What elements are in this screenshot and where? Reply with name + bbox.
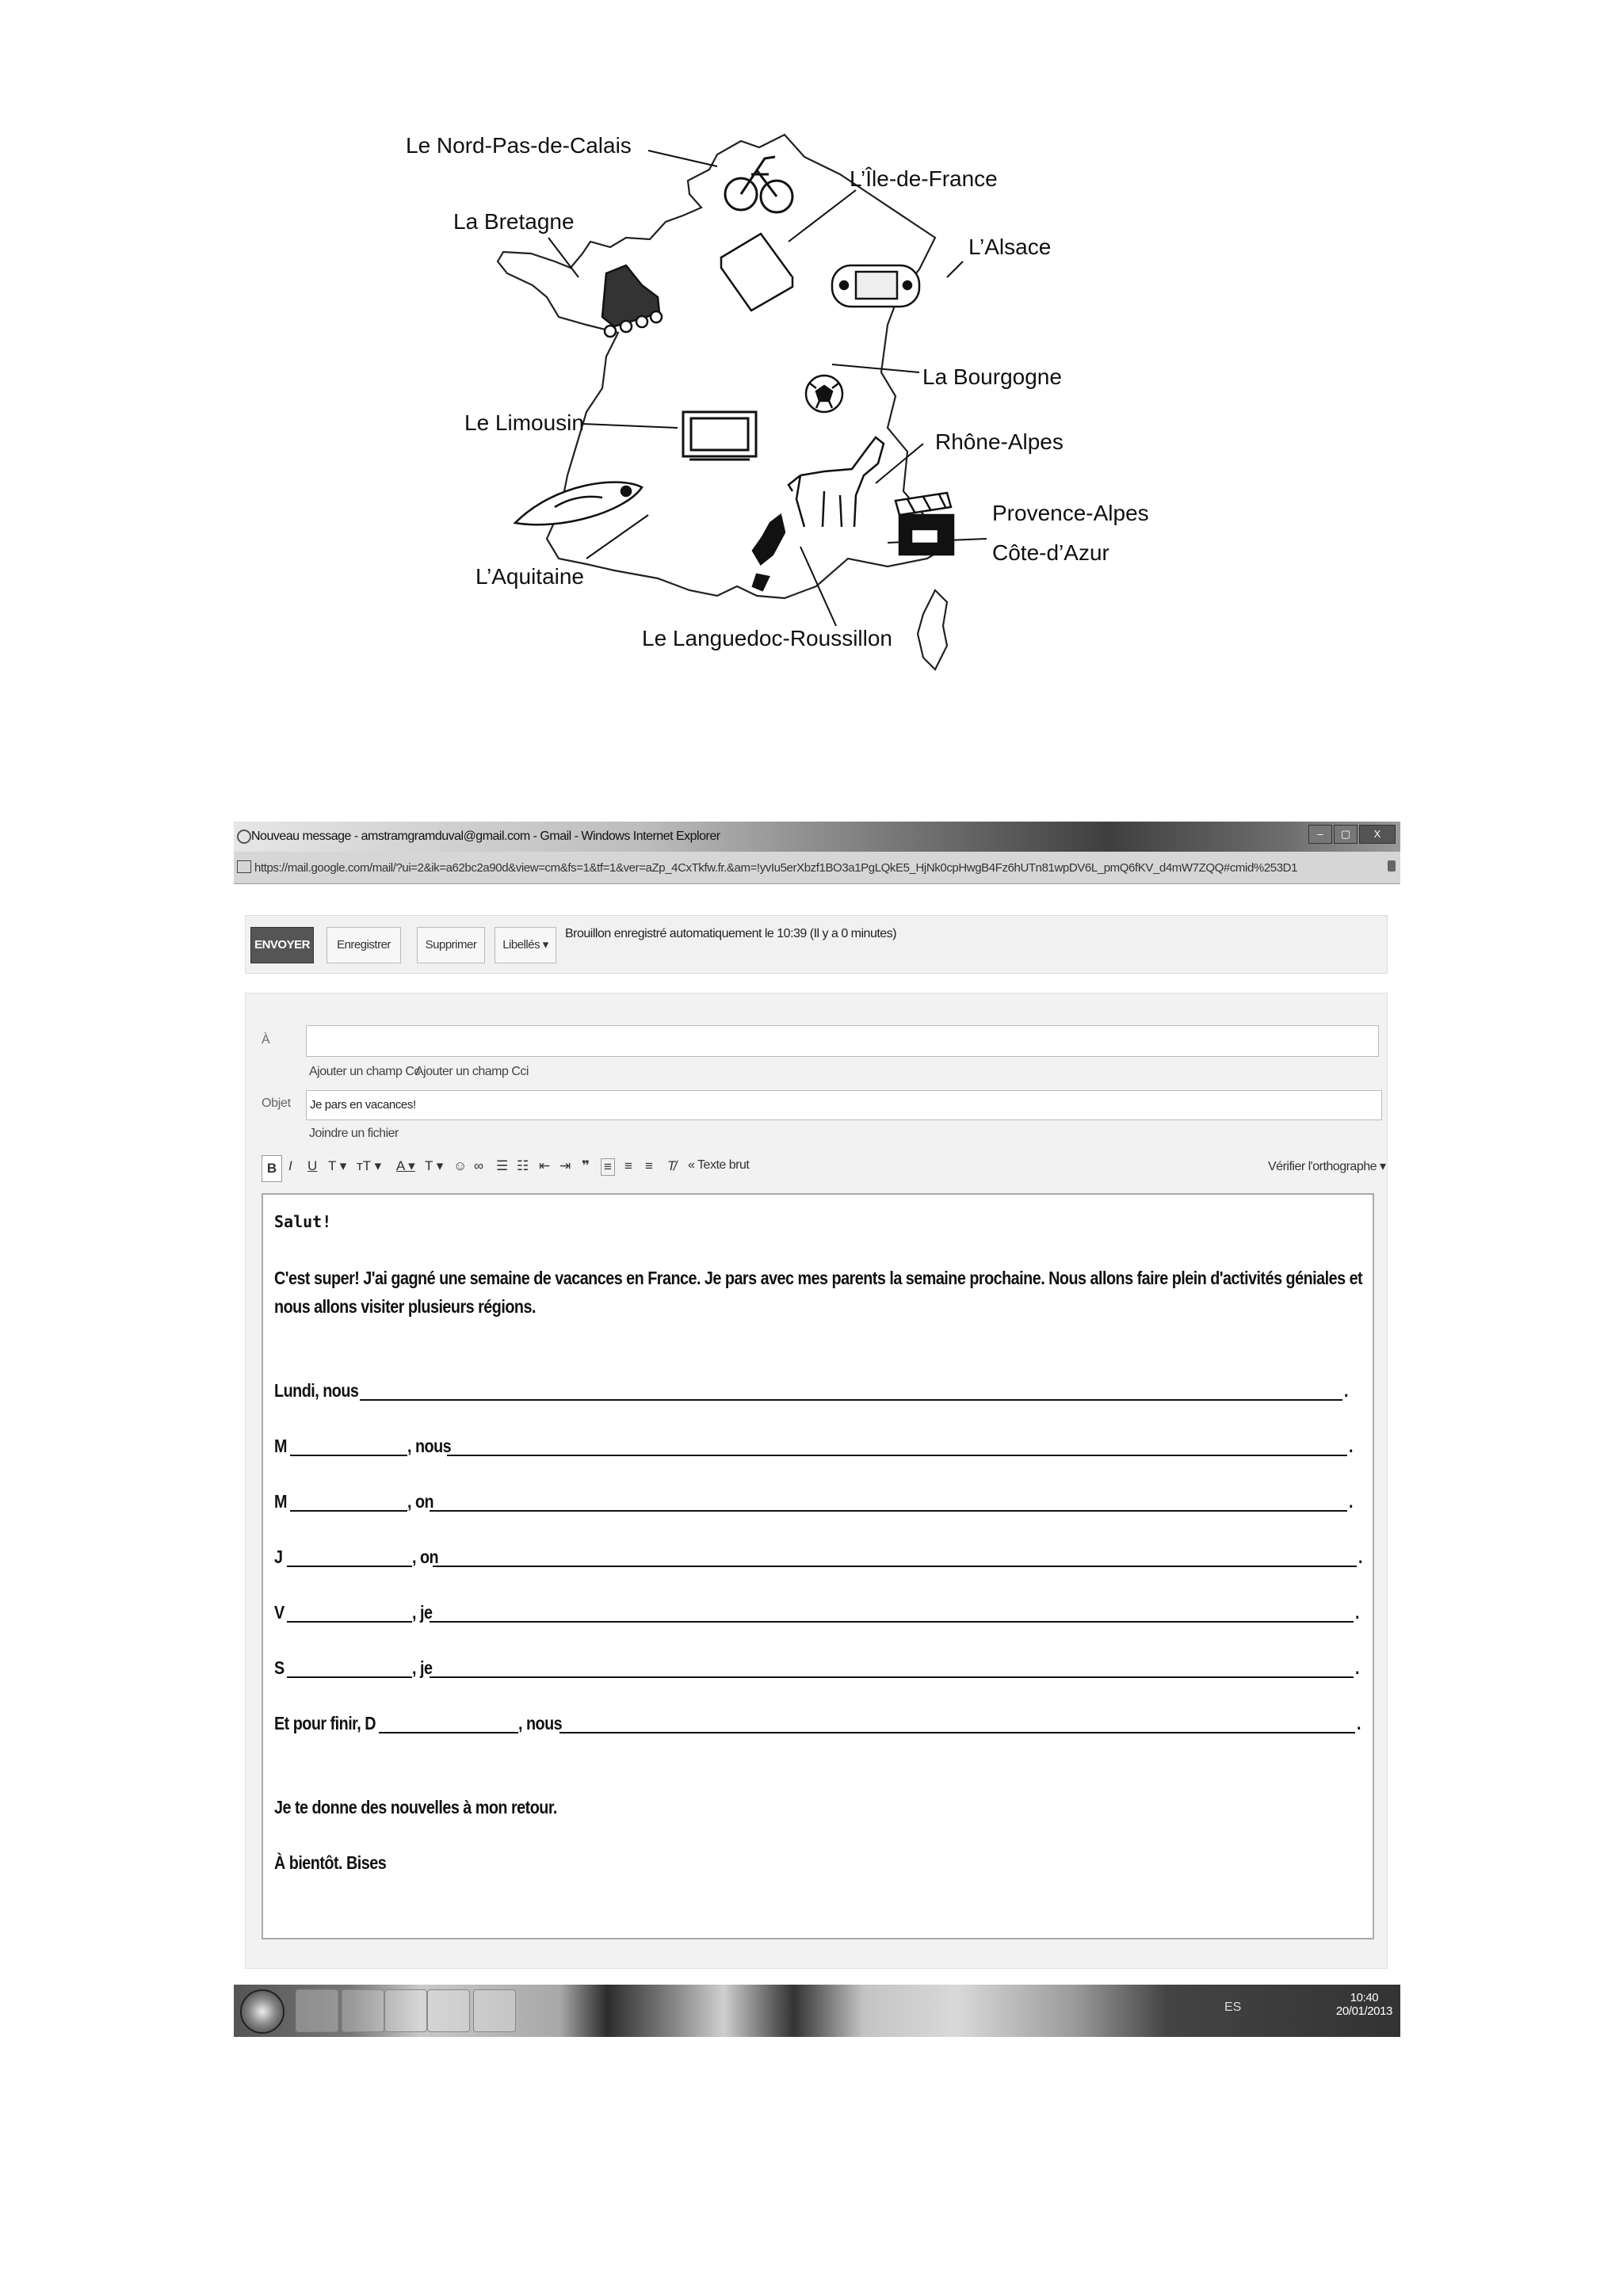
gmail-favicon-icon (237, 860, 251, 873)
email-line-mid: , on (407, 1491, 434, 1512)
close-icon[interactable]: X (1359, 825, 1396, 844)
internet-explorer-icon[interactable] (296, 1989, 338, 2032)
swimsuit-icon (753, 515, 785, 590)
roller-skate-icon (602, 265, 662, 337)
link-icon[interactable]: ∞ (474, 1158, 484, 1173)
message-body-editor[interactable] (262, 1193, 1374, 1939)
region-label-provence-alpes: Provence-Alpes (992, 501, 1149, 525)
answer-blank[interactable] (430, 1676, 1354, 1678)
day-blank[interactable] (287, 1566, 412, 1567)
indent-less-icon[interactable]: ⇤ (539, 1158, 551, 1173)
region-label-alsace: L’Alsace (968, 235, 1052, 259)
day-blank[interactable] (287, 1621, 412, 1623)
numbered-list-icon[interactable]: ☰ (496, 1158, 509, 1173)
email-line-start: M (274, 1436, 287, 1456)
window-controls (1308, 825, 1396, 844)
subject-label: Objet (262, 1097, 291, 1110)
television-icon (683, 412, 756, 460)
period: . (1357, 1713, 1361, 1733)
autosave-status: Brouillon enregistré automatiquement le 10:39 (Il y a 0 minutes) (565, 927, 897, 940)
save-button[interactable]: Enregistrer (327, 927, 401, 963)
compose-panel (245, 993, 1388, 1969)
period: . (1355, 1602, 1359, 1623)
clock-time: 10:40 (1350, 1991, 1379, 2004)
italic-button[interactable]: I (288, 1158, 292, 1173)
answer-blank[interactable] (430, 1510, 1347, 1512)
font-icon[interactable]: T ▾ (328, 1158, 347, 1173)
region-label-bretagne: La Bretagne (453, 209, 575, 234)
region-label-rhone-alpes: Rhône-Alpes (935, 429, 1064, 454)
horse-icon (789, 437, 884, 527)
labels-dropdown[interactable]: Libellés ▾ (495, 927, 556, 963)
system-clock[interactable] (1336, 1991, 1392, 2018)
bicycle-icon (725, 157, 792, 212)
quote-icon[interactable]: ❞ (582, 1158, 590, 1173)
football-icon (806, 376, 842, 412)
window-titlebar (234, 822, 1400, 852)
emoji-icon[interactable]: ☺ (453, 1158, 468, 1173)
period: . (1358, 1547, 1362, 1567)
underline-button[interactable]: U (307, 1158, 318, 1173)
game-console-icon (832, 265, 919, 307)
plain-text-link[interactable]: « Texte brut (688, 1158, 750, 1172)
email-line-start: M (274, 1491, 287, 1512)
period: . (1355, 1657, 1359, 1678)
maximize-icon[interactable]: ▢ (1334, 825, 1358, 844)
france-outline (498, 135, 947, 598)
language-indicator[interactable]: ES (1224, 2000, 1242, 2014)
email-line-mid: , nous (407, 1436, 452, 1456)
windows-taskbar (234, 1985, 1400, 2037)
email-line-start: S (274, 1657, 285, 1678)
add-cc-link[interactable]: Ajouter un champ Cc (309, 1065, 420, 1078)
to-label: À (262, 1033, 270, 1047)
email-line-start: V (274, 1602, 285, 1623)
corsica-outline (918, 590, 947, 669)
email-intro-line-2: nous allons visiter plusieurs régions. (274, 1296, 536, 1317)
period: . (1349, 1436, 1353, 1456)
window-title: Nouveau message - amstramgramduval@gmail.com - Gmail - Windows Internet Explorer (251, 830, 720, 843)
book-icon (721, 234, 792, 311)
delete-button[interactable]: Supprimer (417, 927, 485, 963)
answer-blank[interactable] (559, 1732, 1355, 1733)
region-label-aquitaine: L’Aquitaine (475, 564, 585, 589)
region-label-cote-dazur: Côte-d’Azur (992, 540, 1109, 565)
file-explorer-icon[interactable] (342, 1989, 384, 2032)
surfboard-icon (515, 482, 642, 525)
france-map (0, 0, 1623, 713)
send-button[interactable]: ENVOYER (250, 927, 314, 963)
email-line-mid: , on (412, 1547, 439, 1567)
region-label-languedoc: Le Languedoc-Roussillon (642, 626, 892, 650)
email-line-mid: , je (412, 1657, 433, 1678)
lock-icon[interactable] (1388, 860, 1396, 871)
minimize-icon[interactable]: – (1308, 825, 1332, 844)
align-right-icon[interactable]: ≡ (645, 1158, 653, 1173)
remove-format-icon[interactable]: T̸ (667, 1158, 676, 1173)
day-blank[interactable] (379, 1732, 518, 1733)
to-input[interactable] (306, 1025, 1379, 1057)
answer-blank[interactable] (433, 1566, 1357, 1567)
region-label-limousin: Le Limousin (464, 410, 584, 435)
email-line-start: J (274, 1547, 283, 1567)
period: . (1344, 1380, 1348, 1401)
email-greeting: Salut! (274, 1212, 332, 1231)
start-button[interactable] (240, 1989, 285, 2034)
font-size-icon[interactable]: тT ▾ (357, 1158, 382, 1173)
indent-more-icon[interactable]: ⇥ (559, 1158, 571, 1173)
day-blank[interactable] (290, 1455, 407, 1456)
chat-app-icon[interactable] (427, 1989, 470, 2032)
clapperboard-icon (896, 493, 953, 555)
region-label-nord: Le Nord-Pas-de-Calais (406, 133, 632, 158)
answer-blank[interactable] (447, 1455, 1347, 1456)
email-closing-line-2: À bientôt. Bises (274, 1852, 387, 1873)
subject-input[interactable]: Je pars en vacances! (306, 1090, 1382, 1120)
period: . (1349, 1491, 1353, 1512)
word-icon[interactable] (473, 1989, 516, 2032)
align-left-icon[interactable]: ≡ (601, 1158, 615, 1176)
day-blank[interactable] (290, 1510, 407, 1512)
spellcheck-link[interactable]: Vérifier l'orthographe ▾ (1268, 1160, 1386, 1173)
email-line-mid: , nous (518, 1713, 563, 1733)
day-blank[interactable] (287, 1676, 412, 1678)
attach-file-link[interactable]: Joindre un fichier (309, 1127, 399, 1140)
email-closing-line-1: Je te donne des nouvelles à mon retour. (274, 1797, 557, 1817)
email-line-start: Lundi, nous (274, 1380, 359, 1401)
answer-blank[interactable] (430, 1621, 1354, 1623)
address-url[interactable]: https://mail.google.com/mail/?ui=2&ik=a62bc2a90d&view=cm&fs=1&tf=1&ver=aZp_4CxTkfw.fr.&am=!yvIu5erXbzf1BO3a1PgLQkE5_HjNk0cpHwgB4Fz6hUTn81wpDV6L_pmQ6fKV_d4mW7ZQQ#cmid%253D1 (254, 861, 1298, 875)
media-player-icon[interactable] (384, 1989, 427, 2032)
formatting-bar (262, 1152, 1386, 1184)
text-color-icon[interactable]: A ▾ (396, 1158, 415, 1173)
bulleted-list-icon[interactable]: ☷ (517, 1158, 529, 1173)
region-label-bourgogne: La Bourgogne (922, 364, 1062, 389)
email-intro-line-1: C'est super! J'ai gagné une semaine de vacances en France. Je pars avec mes parents la semaine prochaine. Nous allons faire plein d'activités géniales et (274, 1268, 1363, 1288)
add-bcc-link[interactable]: Ajouter un champ Cci (415, 1065, 529, 1078)
address-bar[interactable] (234, 852, 1400, 884)
bold-button[interactable]: B (262, 1155, 282, 1182)
highlight-icon[interactable]: T ▾ (425, 1158, 444, 1173)
clock-date: 20/01/2013 (1335, 2004, 1392, 2018)
region-label-ile-de-france: L’Île-de-France (850, 166, 998, 191)
answer-blank[interactable] (360, 1399, 1342, 1401)
email-line-mid: , je (412, 1602, 433, 1623)
compose-toolbar (245, 915, 1388, 974)
align-center-icon[interactable]: ≡ (624, 1158, 632, 1173)
email-line-start: Et pour finir, D (274, 1713, 376, 1733)
ie-icon (237, 830, 251, 844)
